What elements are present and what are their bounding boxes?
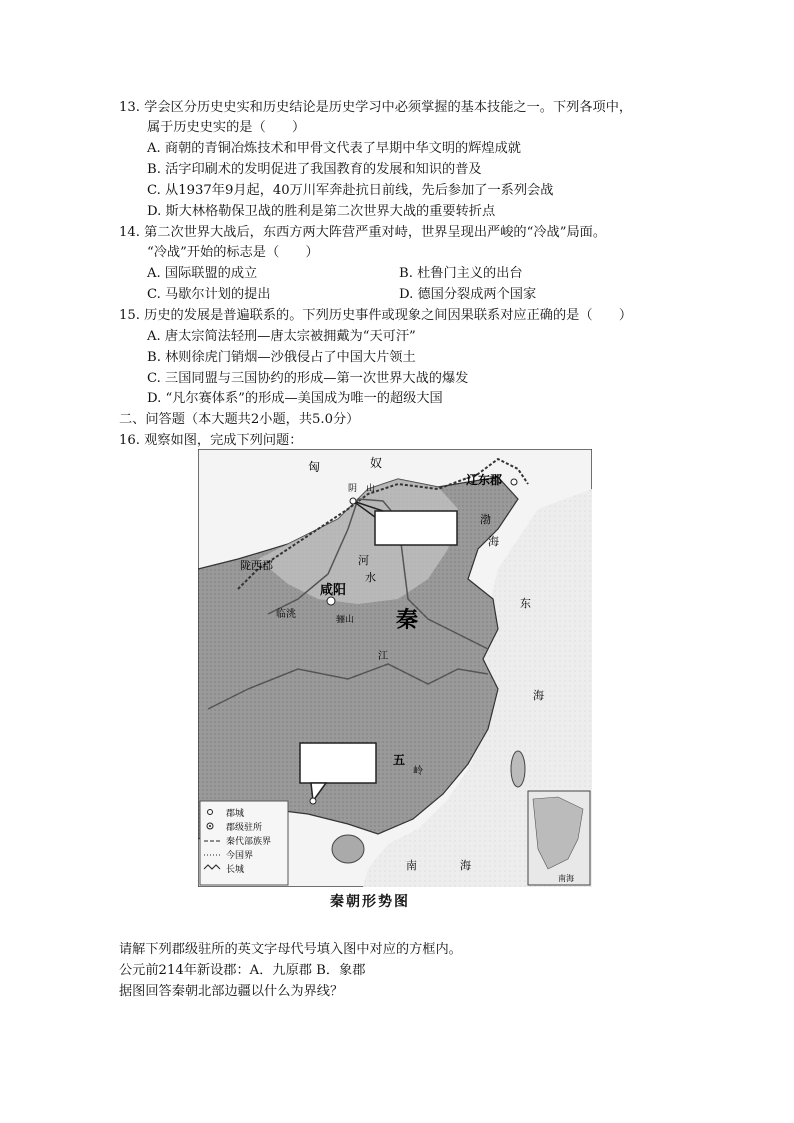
svg-text:南: 南: [406, 859, 417, 872]
section-heading: 二、问答题（本大题共2小题，共5.0分）: [119, 412, 360, 427]
q16-instruction-3: 据图回答秦朝北部边疆以什么为界线？: [119, 984, 344, 999]
legend-item-1: 郡城: [226, 809, 245, 819]
taiwan-island: [511, 751, 525, 787]
q15-option-d[interactable]: D. “凡尔赛体系”的形成—美国成为唯一的超级大国: [147, 391, 443, 406]
q15-stem: 15. 历史的发展是普遍联系的。下列历史事件或现象之间因果联系对应正确的是（ ）: [119, 308, 633, 323]
answer-box-south[interactable]: [300, 743, 376, 783]
q14-option-b[interactable]: B. 杜鲁门主义的出台: [399, 266, 523, 281]
svg-text:海: 海: [488, 535, 499, 548]
q14-option-a[interactable]: A. 国际联盟的成立: [147, 266, 258, 281]
q14-option-c[interactable]: C. 马歇尔计划的提出: [147, 287, 271, 302]
q13-stem-line2: 属于历史史实的是（ ）: [147, 120, 306, 135]
legend-item-3: 秦代部族界: [226, 837, 272, 847]
q13-option-c[interactable]: C. 从1937年9月起，40万川军奔赴抗日前线，先后参加了一系列会战: [147, 183, 554, 198]
inset-label: 南海: [558, 874, 574, 883]
qin-map-svg: [198, 449, 592, 887]
svg-text:河: 河: [358, 554, 369, 567]
legend-item-2: 郡级驻所: [226, 823, 263, 833]
q13-option-a[interactable]: A. 商朝的青铜冶炼技术和甲骨文代表了早期中华文明的辉煌成就: [147, 141, 521, 156]
svg-text:海: 海: [533, 689, 544, 702]
qin-map-figure: [198, 449, 592, 887]
label-lintao: 临洮: [276, 609, 296, 620]
q14-stem-line2: “冷战”开始的标志是（ ）: [147, 245, 319, 260]
label-liaodong: 辽东郡: [466, 473, 503, 487]
svg-text:渤: 渤: [480, 513, 491, 526]
label-longxi: 陇西郡: [240, 559, 273, 572]
svg-text:五: 五: [393, 753, 406, 767]
svg-text:阴: 阴: [348, 484, 358, 494]
xiangjun-marker: [310, 798, 316, 804]
legend-item-5: 长城: [226, 865, 245, 875]
label-xianyang: 咸阳: [320, 583, 347, 598]
q14-option-d[interactable]: D. 德国分裂成两个国家: [399, 287, 537, 302]
label-qin: 秦: [396, 608, 419, 633]
jiuyuan-marker: [350, 498, 356, 504]
q15-option-b[interactable]: B. 林则徐虎门销烟—沙俄侵占了中国大片领土: [147, 350, 416, 365]
q13-option-d[interactable]: D. 斯大林格勒保卫战的胜利是第二次世界大战的重要转折点: [147, 204, 496, 219]
svg-text:水: 水: [365, 571, 376, 584]
q15-option-c[interactable]: C. 三国同盟与三国协约的形成—第一次世界大战的爆发: [147, 371, 469, 386]
hainan-island: [332, 835, 364, 863]
label-xiongnu-2: 奴: [370, 456, 383, 470]
label-xiongnu-1: 匈: [308, 460, 321, 474]
xianyang-marker: [327, 597, 335, 605]
q14-stem-line1: 14. 第二次世界大战后，东西方两大阵营严重对峙，世界呈现出严峻的“冷战”局面。: [119, 225, 607, 240]
q13-stem-line1: 13. 学会区分历史史实和历史结论是历史学习中必须掌握的基本技能之一。下列各项中，: [119, 100, 633, 115]
answer-box-north[interactable]: [375, 511, 457, 545]
liaodong-marker: [511, 479, 517, 485]
q15-option-a[interactable]: A. 唐太宗简法轻刑—唐太宗被拥戴为“天可汗”: [147, 329, 416, 344]
q16-instruction-2: 公元前214年新设郡：A．九原郡 B．象郡: [119, 963, 366, 978]
map-caption: 秦朝形势图: [330, 894, 410, 910]
legend-item-4: 今国界: [226, 851, 254, 861]
svg-text:江: 江: [378, 651, 388, 662]
q16-stem: 16. 观察如图，完成下列问题：: [119, 433, 303, 448]
svg-text:岭: 岭: [413, 766, 423, 777]
q13-option-b[interactable]: B. 活字印刷术的发明促进了我国教育的发展和知识的普及: [147, 162, 482, 177]
label-lishan: 骊山: [336, 615, 355, 625]
svg-text:东: 东: [520, 597, 531, 610]
svg-text:山: 山: [366, 484, 376, 494]
svg-text:海: 海: [460, 859, 471, 872]
q16-instruction-1: 请解下列郡级驻所的英文字母代号填入图中对应的方框内。: [119, 942, 462, 957]
